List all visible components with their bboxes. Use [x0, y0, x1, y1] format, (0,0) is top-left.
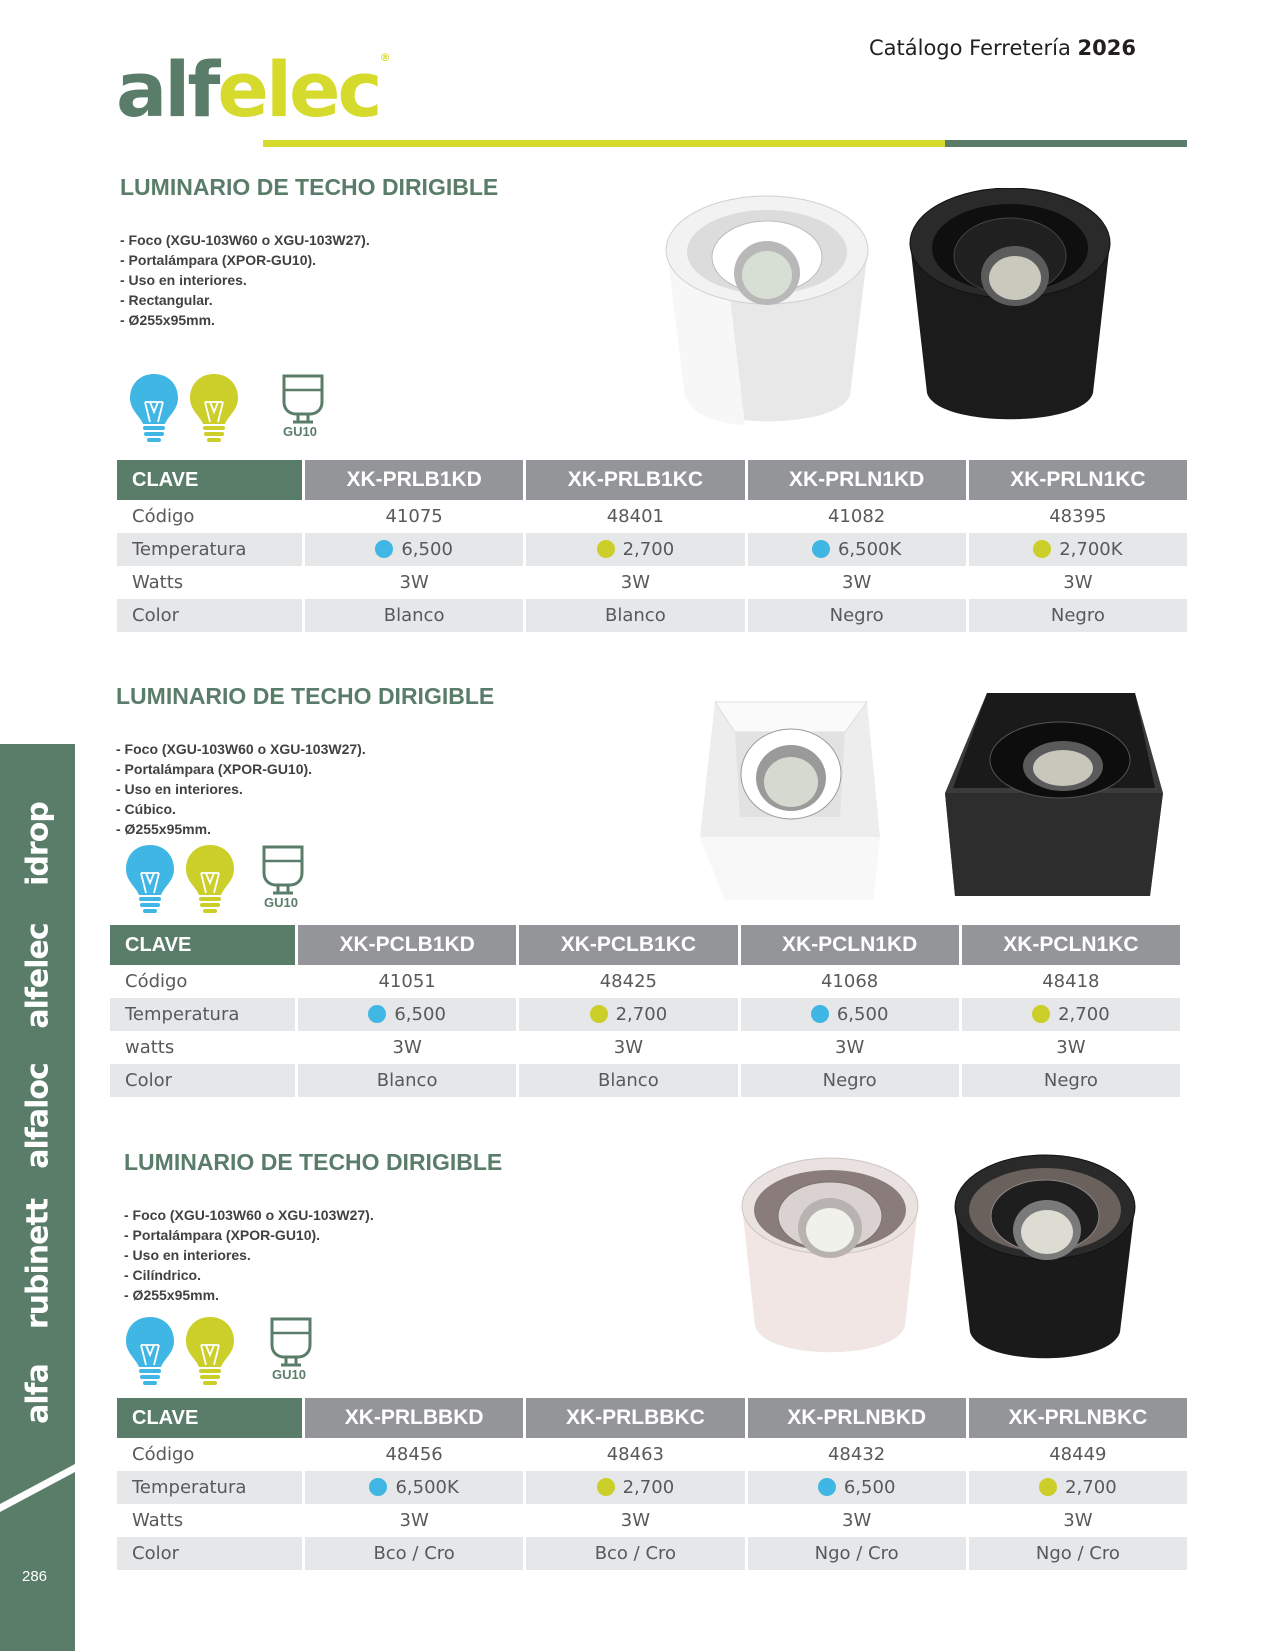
- code-cell: 48401: [606, 506, 664, 527]
- temp-cell: 2,700: [962, 998, 1180, 1031]
- color-cell: Negro: [969, 599, 1187, 632]
- section-2-features: [116, 739, 366, 839]
- row-label: watts: [125, 1037, 175, 1058]
- product-key: XK-PCLB1KD: [298, 925, 516, 965]
- warm-dot-icon: [1039, 1478, 1057, 1496]
- cool-dot-icon: [811, 1005, 829, 1023]
- cool-dot-icon: [818, 1478, 836, 1496]
- code-cell: 48432: [827, 1444, 886, 1465]
- warm-dot-icon: [590, 1005, 608, 1023]
- brand-sidebar: [0, 744, 75, 1651]
- product-image-white-chrome-cylinder: [740, 1156, 920, 1356]
- feature-item: - Ø255x95mm.: [120, 312, 215, 328]
- color-cell: Blanco: [519, 1064, 737, 1097]
- feature-item: - Uso en interiores.: [120, 272, 247, 288]
- code-cell: 41082: [827, 506, 886, 527]
- product-key: XK-PCLB1KC: [519, 925, 737, 965]
- code-cell: 48456: [385, 1444, 443, 1465]
- warm-dot-icon: [597, 1478, 615, 1496]
- section-1-spec-table: [114, 460, 1190, 632]
- feature-item: - Foco (XGU-103W60 o XGU-103W27).: [124, 1207, 374, 1223]
- row-label: Watts: [132, 1510, 184, 1531]
- codigo-row: [117, 500, 1187, 533]
- watts-row: [110, 1031, 1180, 1064]
- warm-light-bulb-icon: [184, 843, 236, 917]
- watts-row: [117, 566, 1187, 599]
- gu10-label: GU10: [283, 424, 317, 439]
- product-image-black-cube: [945, 688, 1163, 898]
- table-header-row: [110, 925, 1180, 965]
- product-key: XK-PRLNBKC: [969, 1398, 1187, 1438]
- feature-item: - Uso en interiores.: [116, 781, 243, 797]
- watts-cell: 3W: [1063, 1510, 1093, 1531]
- section-2-spec-table: [107, 925, 1183, 1097]
- product-key: XK-PRLB1KC: [526, 460, 744, 500]
- warm-dot-icon: [597, 540, 615, 558]
- temp-cell: 6,500: [298, 998, 516, 1031]
- code-cell: 48425: [599, 971, 657, 992]
- row-label: Temperatura: [110, 998, 295, 1031]
- catalog-title: Catálogo Ferretería 2026: [868, 36, 1136, 60]
- color-row: [117, 1537, 1187, 1570]
- brand-idrop[interactable]: idrop: [20, 802, 56, 886]
- code-cell: 48449: [1049, 1444, 1107, 1465]
- watts-cell: 3W: [842, 1510, 872, 1531]
- watts-cell: 3W: [620, 572, 650, 593]
- product-key: XK-PRLBBKC: [526, 1398, 744, 1438]
- temp-cell: 6,500: [741, 998, 959, 1031]
- warm-dot-icon: [1033, 540, 1051, 558]
- temp-cell: 2,700: [519, 998, 737, 1031]
- section-1-title: LUMINARIO DE TECHO DIRIGIBLE: [120, 174, 499, 200]
- section-1-icons: [128, 372, 348, 452]
- watts-cell: 3W: [620, 1510, 650, 1531]
- section-3-title: LUMINARIO DE TECHO DIRIGIBLE: [124, 1149, 503, 1175]
- row-label: Color: [117, 1537, 302, 1570]
- product-image-black-cylinder: [905, 188, 1115, 428]
- feature-item: - Cúbico.: [116, 801, 176, 817]
- color-cell: Negro: [741, 1064, 959, 1097]
- temp-cell: 2,700: [969, 1471, 1187, 1504]
- codigo-row: [117, 1438, 1187, 1471]
- cool-dot-icon: [812, 540, 830, 558]
- cool-light-bulb-icon: [124, 1315, 176, 1389]
- feature-item: - Cilíndrico.: [124, 1267, 201, 1283]
- header-rule-green: [945, 140, 1187, 147]
- cool-light-bulb-icon: [128, 372, 180, 446]
- section-3-icons: [124, 1315, 344, 1395]
- page-number: 286: [22, 1568, 48, 1585]
- feature-item: - Rectangular.: [120, 292, 213, 308]
- product-key: XK-PCLN1KD: [741, 925, 959, 965]
- row-label: Temperatura: [117, 533, 302, 566]
- cool-dot-icon: [375, 540, 393, 558]
- color-cell: Blanco: [526, 599, 744, 632]
- codigo-row: [110, 965, 1180, 998]
- row-label: Color: [117, 599, 302, 632]
- brand-alfa[interactable]: alfa: [20, 1364, 56, 1424]
- feature-item: - Ø255x95mm.: [124, 1287, 219, 1303]
- temp-cell: 2,700K: [969, 533, 1187, 566]
- section-3-features: [124, 1205, 374, 1305]
- temp-cell: 6,500K: [305, 1471, 523, 1504]
- cool-dot-icon: [368, 1005, 386, 1023]
- color-cell: Bco / Cro: [526, 1537, 744, 1570]
- section-3-spec-table: [114, 1398, 1190, 1570]
- cool-light-bulb-icon: [124, 843, 176, 917]
- section-2-title: LUMINARIO DE TECHO DIRIGIBLE: [116, 683, 495, 709]
- watts-cell: 3W: [399, 572, 429, 593]
- product-image-white-cube: [695, 692, 885, 902]
- table-header-row: [117, 1398, 1187, 1438]
- product-key: XK-PRLN1KC: [969, 460, 1187, 500]
- section-1-features: [120, 230, 370, 330]
- gu10-label: GU10: [272, 1367, 306, 1382]
- feature-item: - Portalámpara (XPOR-GU10).: [116, 761, 313, 777]
- code-cell: 41075: [385, 506, 443, 527]
- code-cell: 41068: [820, 971, 879, 992]
- feature-item: - Portalámpara (XPOR-GU10).: [120, 252, 317, 268]
- section-2-icons: [124, 843, 344, 923]
- gu10-label: GU10: [264, 895, 298, 910]
- color-row: [117, 599, 1187, 632]
- product-image-white-cylinder: [655, 195, 880, 433]
- brand-rubinett[interactable]: rubinett: [20, 1198, 56, 1330]
- feature-item: - Foco (XGU-103W60 o XGU-103W27).: [120, 232, 370, 248]
- row-label: Código: [132, 506, 195, 527]
- color-cell: Blanco: [298, 1064, 516, 1097]
- cool-dot-icon: [369, 1478, 387, 1496]
- watts-cell: 3W: [842, 572, 872, 593]
- warm-light-bulb-icon: [184, 1315, 236, 1389]
- warm-light-bulb-icon: [188, 372, 240, 446]
- temp-cell: 6,500K: [748, 533, 966, 566]
- row-label: Temperatura: [117, 1471, 302, 1504]
- row-label: Código: [125, 971, 188, 992]
- temp-cell: 6,500: [305, 533, 523, 566]
- temperatura-row: [110, 998, 1180, 1031]
- temp-cell: 2,700: [526, 1471, 744, 1504]
- color-cell: Bco / Cro: [305, 1537, 523, 1570]
- color-cell: Negro: [748, 599, 966, 632]
- row-label: Código: [132, 1444, 195, 1465]
- temp-cell: 6,500: [748, 1471, 966, 1504]
- color-row: [110, 1064, 1180, 1097]
- table-header-row: [117, 460, 1187, 500]
- warm-dot-icon: [1032, 1005, 1050, 1023]
- code-cell: 48395: [1049, 506, 1107, 527]
- watts-cell: 3W: [613, 1037, 643, 1058]
- clave-header: CLAVE: [117, 460, 302, 500]
- brand-alfaloc[interactable]: alfaloc: [20, 1063, 56, 1169]
- clave-header: CLAVE: [110, 925, 295, 965]
- temperatura-row: [117, 1471, 1187, 1504]
- code-cell: 41051: [378, 971, 436, 992]
- row-label: Color: [110, 1064, 295, 1097]
- feature-item: - Uso en interiores.: [124, 1247, 251, 1263]
- product-key: XK-PRLN1KD: [748, 460, 966, 500]
- feature-item: - Ø255x95mm.: [116, 821, 211, 837]
- temperatura-row: [117, 533, 1187, 566]
- watts-row: [117, 1504, 1187, 1537]
- product-key: XK-PRLBBKD: [305, 1398, 523, 1438]
- row-label: Watts: [132, 572, 184, 593]
- clave-header: CLAVE: [117, 1398, 302, 1438]
- code-cell: 48418: [1042, 971, 1100, 992]
- watts-cell: 3W: [835, 1037, 865, 1058]
- code-cell: 48463: [606, 1444, 664, 1465]
- header-rule-yellow: [263, 140, 945, 147]
- product-key: XK-PRLB1KD: [305, 460, 523, 500]
- product-key: XK-PCLN1KC: [962, 925, 1180, 965]
- watts-cell: 3W: [1063, 572, 1093, 593]
- watts-cell: 3W: [399, 1510, 429, 1531]
- color-cell: Blanco: [305, 599, 523, 632]
- brand-alfelec[interactable]: alfelec: [20, 923, 56, 1029]
- watts-cell: 3W: [1056, 1037, 1086, 1058]
- color-cell: Negro: [962, 1064, 1180, 1097]
- feature-item: - Portalámpara (XPOR-GU10).: [124, 1227, 321, 1243]
- watts-cell: 3W: [392, 1037, 422, 1058]
- color-cell: Ngo / Cro: [969, 1537, 1187, 1570]
- alfelec-logo: alfelec®: [116, 45, 391, 134]
- temp-cell: 2,700: [526, 533, 744, 566]
- product-image-black-chrome-cylinder: [950, 1152, 1140, 1362]
- feature-item: - Foco (XGU-103W60 o XGU-103W27).: [116, 741, 366, 757]
- product-key: XK-PRLNBKD: [748, 1398, 966, 1438]
- color-cell: Ngo / Cro: [748, 1537, 966, 1570]
- sidebar-slash-decoration: [0, 1464, 75, 1524]
